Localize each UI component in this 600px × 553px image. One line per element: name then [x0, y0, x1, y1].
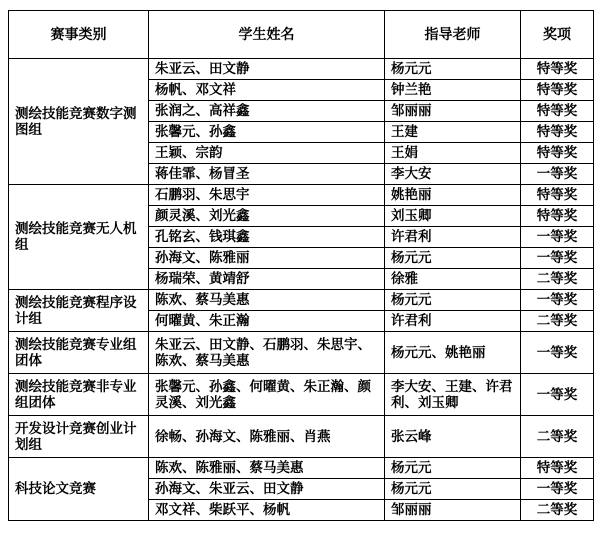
- students-cell: 王颖、宗韵: [149, 143, 385, 164]
- header-award: 奖项: [521, 11, 594, 59]
- teacher-cell: 王娟: [385, 143, 521, 164]
- teacher-cell: 杨元元、姚艳丽: [385, 332, 521, 374]
- students-cell: 何曜黄、朱正瀚: [149, 311, 385, 332]
- header-students: 学生姓名: [149, 11, 385, 59]
- teacher-cell: 李大安、王建、许君利、刘玉卿: [385, 374, 521, 416]
- teacher-cell: 邹丽丽: [385, 500, 521, 521]
- award-cell: 二等奖: [521, 311, 594, 332]
- teacher-cell: 许君利: [385, 227, 521, 248]
- award-cell: 特等奖: [521, 59, 594, 80]
- students-cell: 孔铭玄、钱琪鑫: [149, 227, 385, 248]
- students-cell: 张润之、高祥鑫: [149, 101, 385, 122]
- teacher-cell: 李大安: [385, 164, 521, 185]
- teacher-cell: 张云峰: [385, 416, 521, 458]
- students-cell: 蒋佳霏、杨冒圣: [149, 164, 385, 185]
- category-cell: 测绘技能竞赛专业组团体: [9, 332, 149, 374]
- award-cell: 一等奖: [521, 374, 594, 416]
- award-cell: 特等奖: [521, 101, 594, 122]
- teacher-cell: 杨元元: [385, 458, 521, 479]
- students-cell: 朱亚云、田文静、石鹏羽、朱思宇、陈欢、蔡马美惠: [149, 332, 385, 374]
- students-cell: 陈欢、陈雅丽、蔡马美惠: [149, 458, 385, 479]
- header-category: 赛事类别: [9, 11, 149, 59]
- award-cell: 一等奖: [521, 479, 594, 500]
- category-cell: 开发设计竞赛创业计划组: [9, 416, 149, 458]
- students-cell: 杨帆、邓文祥: [149, 80, 385, 101]
- award-cell: 二等奖: [521, 500, 594, 521]
- award-cell: 一等奖: [521, 248, 594, 269]
- award-cell: 一等奖: [521, 227, 594, 248]
- award-table: [8, 10, 594, 521]
- award-cell: 特等奖: [521, 143, 594, 164]
- table-row: [9, 59, 594, 80]
- award-cell: 特等奖: [521, 122, 594, 143]
- teacher-cell: 徐雅: [385, 269, 521, 290]
- teacher-cell: 姚艳丽: [385, 185, 521, 206]
- students-cell: 杨瑞荣、黄靖舒: [149, 269, 385, 290]
- award-cell: 特等奖: [521, 185, 594, 206]
- teacher-cell: 杨元元: [385, 248, 521, 269]
- teacher-cell: 刘玉卿: [385, 206, 521, 227]
- teacher-cell: 杨元元: [385, 290, 521, 311]
- category-cell: 测绘技能竞赛数字测图组: [9, 59, 149, 185]
- teacher-cell: 杨元元: [385, 59, 521, 80]
- table-row: [9, 290, 594, 311]
- award-cell: 特等奖: [521, 80, 594, 101]
- header-teacher: 指导老师: [385, 11, 521, 59]
- award-cell: 二等奖: [521, 416, 594, 458]
- students-cell: 张馨元、孙鑫、何曜黄、朱正瀚、颜灵溪、刘光鑫: [149, 374, 385, 416]
- students-cell: 朱亚云、田文静: [149, 59, 385, 80]
- table-row: [9, 332, 594, 374]
- award-cell: 一等奖: [521, 332, 594, 374]
- students-cell: 颜灵溪、刘光鑫: [149, 206, 385, 227]
- students-cell: 石鹏羽、朱思宇: [149, 185, 385, 206]
- category-cell: 科技论文竞赛: [9, 458, 149, 521]
- award-cell: 特等奖: [521, 206, 594, 227]
- category-cell: 测绘技能竞赛非专业组团体: [9, 374, 149, 416]
- teacher-cell: 邹丽丽: [385, 101, 521, 122]
- teacher-cell: 王建: [385, 122, 521, 143]
- students-cell: 孙海文、朱亚云、田文静: [149, 479, 385, 500]
- students-cell: 陈欢、蔡马美惠: [149, 290, 385, 311]
- teacher-cell: 杨元元: [385, 479, 521, 500]
- students-cell: 徐畅、孙海文、陈雅丽、肖燕: [149, 416, 385, 458]
- header-row: [9, 11, 594, 59]
- students-cell: 张馨元、孙鑫: [149, 122, 385, 143]
- table-row: [9, 458, 594, 479]
- table-row: [9, 374, 594, 416]
- award-cell: 特等奖: [521, 458, 594, 479]
- students-cell: 孙海文、陈雅丽: [149, 248, 385, 269]
- award-cell: 一等奖: [521, 164, 594, 185]
- teacher-cell: 许君利: [385, 311, 521, 332]
- students-cell: 邓文祥、柴跃平、杨帆: [149, 500, 385, 521]
- category-cell: 测绘技能竞赛程序设计组: [9, 290, 149, 332]
- award-cell: 一等奖: [521, 290, 594, 311]
- table-row: [9, 185, 594, 206]
- category-cell: 测绘技能竞赛无人机组: [9, 185, 149, 290]
- teacher-cell: 钟兰艳: [385, 80, 521, 101]
- award-cell: 二等奖: [521, 269, 594, 290]
- table-row: [9, 416, 594, 458]
